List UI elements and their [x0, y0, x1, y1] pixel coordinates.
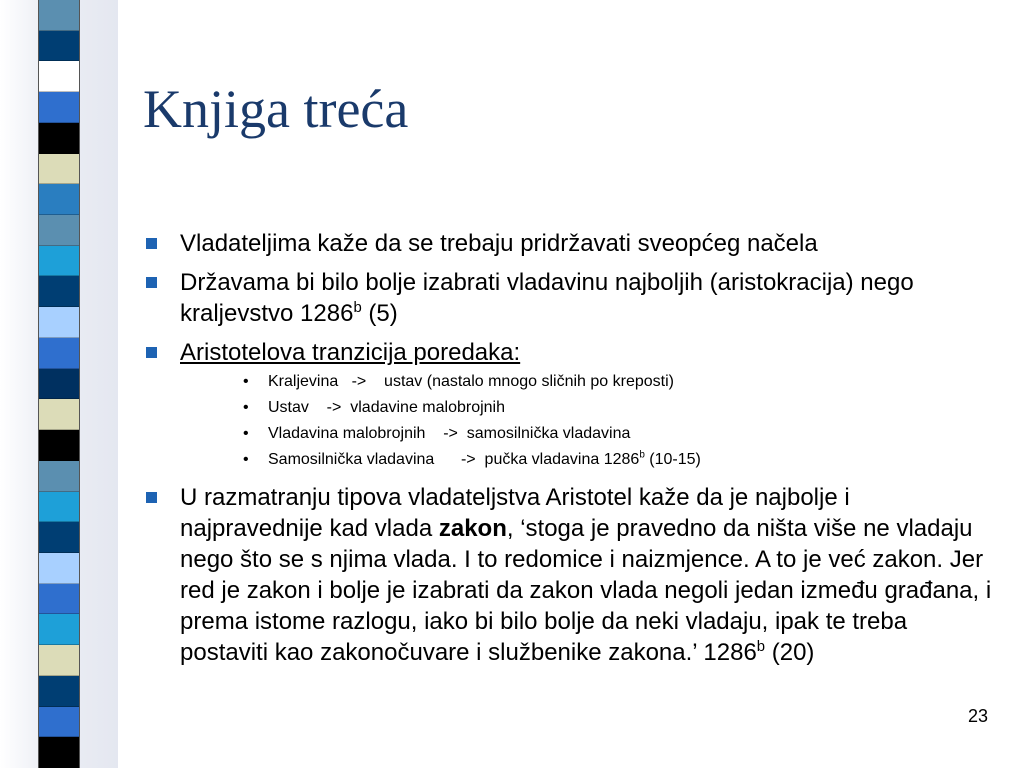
- sub-bullet-item: [143, 398, 993, 418]
- bold-term: zakon: [438, 515, 507, 542]
- superscript: b: [756, 639, 766, 655]
- stripe-segment: [39, 307, 79, 338]
- superscript: b: [353, 300, 362, 316]
- sub-bullet-text: Ustav -> vladavine malobrojnih: [268, 399, 505, 416]
- sub-bullet-text: Samosilnička vladavina -> pučka vladavina 1286: [268, 451, 640, 468]
- stripe-segment: [39, 614, 79, 645]
- bullet-item: [143, 337, 993, 368]
- bullet-text-underlined: Aristotelova tranzicija poredaka:: [180, 339, 521, 366]
- stripe-segment: [39, 0, 79, 31]
- stripe-segment: [39, 737, 79, 768]
- stripe-segment: [39, 246, 79, 277]
- bullet-item: [143, 482, 993, 668]
- stripe-segment: [39, 461, 79, 492]
- stripe-segment: [39, 276, 79, 307]
- page-number: 23: [967, 706, 988, 726]
- slide-content: [143, 228, 993, 676]
- sub-bullet-item: [143, 372, 993, 392]
- sub-bullet-text: Vladavina malobrojnih -> samosilnička vladavina: [268, 425, 631, 442]
- stripe-segment: [39, 492, 79, 523]
- stripe-segment: [39, 430, 79, 461]
- sub-bullet-text: Kraljevina -> ustav (nastalo mnogo sličnih po kreposti): [268, 373, 674, 390]
- dot-bullet-icon: •: [243, 451, 249, 468]
- sub-bullet-item: [143, 424, 993, 444]
- stripe-segment: [39, 92, 79, 123]
- stripe-segment: [39, 522, 79, 553]
- stripe-segment: [39, 399, 79, 430]
- stripe-segment: [39, 184, 79, 215]
- bullet-text-continued: , ‘stoga je pravedno da ništa više ne vladaju nego što se s njima vlada. I to redomice i naizmjence. A to je već zakon. Jer red je zakon i bolje je izabrati da zakon vlada negoli jedan između građana, i prema istome razlogu, iako bi bilo bolje da neki vladaju, ipak te treba postaviti kao zakonočuvare i službenike zakona.’ 1286: [180, 515, 992, 666]
- stripe-segment: [39, 31, 79, 62]
- square-bullet-icon: [146, 347, 157, 358]
- stripe-segment: [39, 215, 79, 246]
- bullet-text: Državama bi bilo bolje izabrati vladavinu najboljih (aristokracija) nego kraljevstvo 1286: [180, 269, 914, 327]
- stripe-segment: [39, 338, 79, 369]
- stripe-segment: [39, 676, 79, 707]
- superscript: b: [639, 449, 645, 461]
- bullet-item: [143, 267, 993, 329]
- dot-bullet-icon: •: [243, 425, 249, 442]
- sub-bullet-item: [143, 450, 993, 470]
- square-bullet-icon: [146, 238, 157, 249]
- bullet-text-tail: (5): [361, 300, 398, 327]
- dot-bullet-icon: •: [243, 373, 249, 390]
- bullet-text: U razmatranju tipova vladateljstva Aristotel kaže da je najbolje i najpravednije kad vlada: [180, 484, 850, 542]
- bullet-text-tail: (20): [765, 639, 815, 666]
- stripe-segment: [39, 553, 79, 584]
- stripe-segment: [39, 584, 79, 615]
- slide-title: Knjiga treća: [143, 79, 409, 139]
- bullet-text: Vladateljima kaže da se trebaju pridržavati sveopćeg načela: [180, 230, 818, 257]
- stripe-segment: [39, 645, 79, 676]
- decorative-color-stripe: [38, 0, 80, 768]
- square-bullet-icon: [146, 492, 157, 503]
- stripe-segment: [39, 123, 79, 154]
- bullet-item: [143, 228, 993, 259]
- square-bullet-icon: [146, 277, 157, 288]
- stripe-segment: [39, 369, 79, 400]
- stripe-segment: [39, 154, 79, 185]
- stripe-segment: [39, 61, 79, 92]
- stripe-segment: [39, 707, 79, 738]
- sub-bullet-text-tail: (10-15): [644, 451, 701, 468]
- dot-bullet-icon: •: [243, 399, 249, 416]
